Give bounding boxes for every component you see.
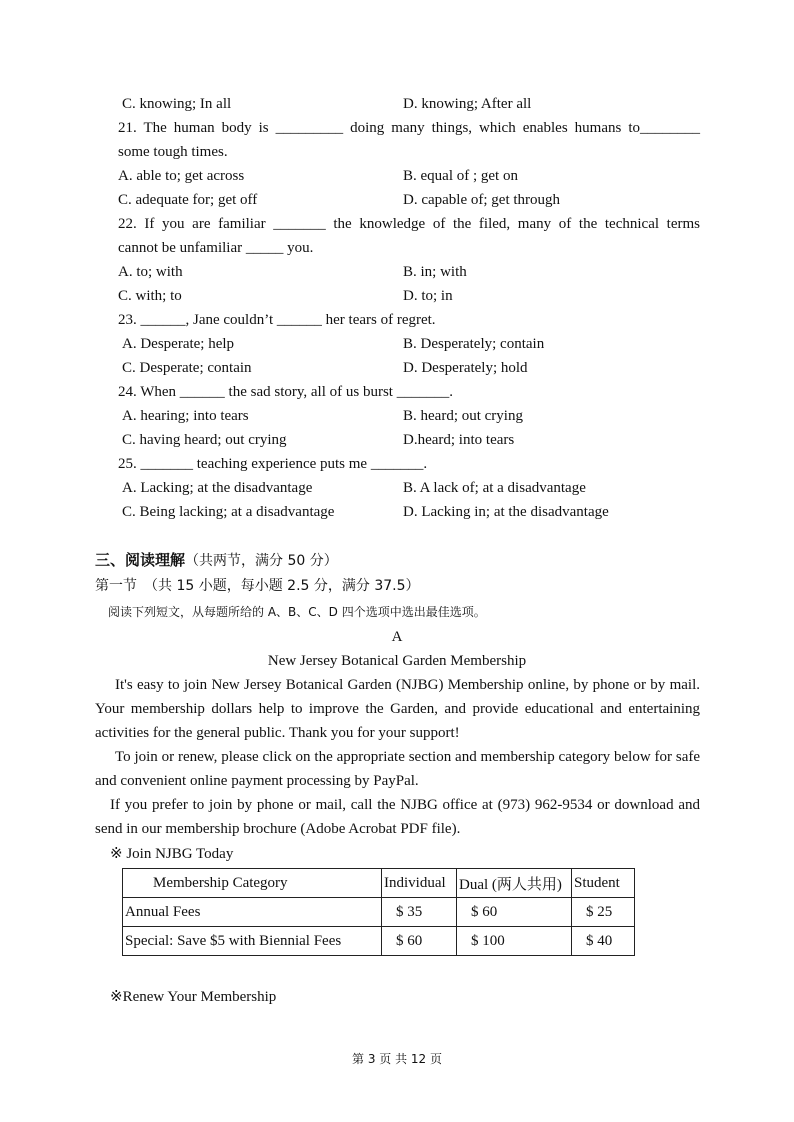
- q21-option-c: C. adequate for; get off: [118, 192, 258, 208]
- q22-option-d: D. to; in: [403, 288, 453, 304]
- header-student: Student: [572, 869, 635, 898]
- q25-stem: 25. _______ teaching experience puts me _______.: [118, 456, 428, 472]
- q22-option-a: A. to; with: [118, 264, 183, 280]
- q23-stem: 23. ______, Jane couldn’t ______ her tears of regret.: [118, 312, 436, 328]
- cell-student: $ 25: [572, 898, 635, 927]
- q20-option-d: D. knowing; After all: [403, 96, 532, 112]
- section-title-note: （共两节，满分 50 分）: [185, 553, 338, 569]
- passage-letter: A: [391, 629, 403, 645]
- q25-option-b: B. A lack of; at a disadvantage: [403, 480, 586, 496]
- q20-option-c: C. knowing; In all: [122, 96, 232, 112]
- q24-option-a: A. hearing; into tears: [122, 408, 249, 424]
- join-heading: ※ Join NJBG Today: [110, 846, 234, 862]
- section-title: 三、阅读理解: [95, 551, 186, 569]
- q22-option-b: B. in; with: [403, 264, 467, 280]
- passage-paragraph-2: To join or renew, please click on the appropriate section and membership category below for safe and convenient online payment processing by PayPal.: [95, 749, 700, 789]
- cell-individual: $ 35: [382, 898, 457, 927]
- q24-option-b: B. heard; out crying: [403, 408, 523, 424]
- q21-stem-line1: 21. The human body is _________ doing many things, which enables humans to________: [118, 120, 700, 136]
- table-header-row: [123, 869, 635, 898]
- passage-paragraph-1: It's easy to join New Jersey Botanical Garden (NJBG) Membership online, by phone or by mail. Your membership dollars help to improve the Garden, and provide educational and entertaining activities for the general public. Thank you for your support!: [95, 677, 700, 741]
- renew-heading: ※Renew Your Membership: [110, 989, 277, 1005]
- q25-option-d: D. Lacking in; at the disadvantage: [403, 504, 609, 520]
- q23-option-b: B. Desperately; contain: [403, 336, 545, 352]
- passage-title: New Jersey Botanical Garden Membership: [267, 653, 527, 669]
- row-label: Annual Fees: [123, 898, 382, 927]
- row-label: Special: Save $5 with Biennial Fees: [123, 927, 382, 956]
- q25-option-a: A. Lacking; at the disadvantage: [122, 480, 313, 496]
- q24-option-d: D.heard; into tears: [403, 432, 515, 448]
- q21-stem-line2: some tough times.: [118, 144, 228, 160]
- cell-dual: $ 100: [457, 927, 572, 956]
- table-row: [123, 898, 635, 927]
- header-dual: Dual (两人共用): [457, 869, 572, 898]
- q23-option-a: A. Desperate; help: [122, 336, 235, 352]
- passage-paragraph-3: If you prefer to join by phone or mail, call the NJBG office at (973) 962-9534 or download and send in our membership brochure (Adobe Acrobat PDF file).: [95, 797, 700, 837]
- q25-option-c: C. Being lacking; at a disadvantage: [122, 504, 335, 520]
- q24-option-c: C. having heard; out crying: [122, 432, 287, 448]
- page-footer: 第 3 页 共 12 页: [352, 1052, 442, 1066]
- cell-individual: $ 60: [382, 927, 457, 956]
- q21-option-a: A. able to; get across: [118, 168, 245, 184]
- section-heading: [95, 551, 338, 570]
- instructions: 阅读下列短文，从每题所给的 A、B、C、D 四个选项中选出最佳选项。: [108, 605, 486, 619]
- q22-stem-line2: cannot be unfamiliar _____ you.: [118, 240, 314, 256]
- q24-stem: 24. When ______ the sad story, all of us burst _______.: [118, 384, 453, 400]
- q23-option-d: D. Desperately; hold: [403, 360, 528, 376]
- part-heading: 第一节 （共 15 小题，每小题 2.5 分，满分 37.5）: [95, 578, 420, 594]
- cell-student: $ 40: [572, 927, 635, 956]
- header-category: Membership Category: [123, 869, 382, 898]
- q21-option-d: D. capable of; get through: [403, 192, 561, 208]
- membership-fee-table: [122, 868, 635, 956]
- header-individual: Individual: [382, 869, 457, 898]
- cell-dual: $ 60: [457, 898, 572, 927]
- q22-stem-line1: 22. If you are familiar _______ the knowledge of the filed, many of the technical terms: [118, 216, 700, 232]
- q21-option-b: B. equal of ; get on: [403, 168, 518, 184]
- q22-option-c: C. with; to: [118, 288, 182, 304]
- table-row: [123, 927, 635, 956]
- q23-option-c: C. Desperate; contain: [122, 360, 252, 376]
